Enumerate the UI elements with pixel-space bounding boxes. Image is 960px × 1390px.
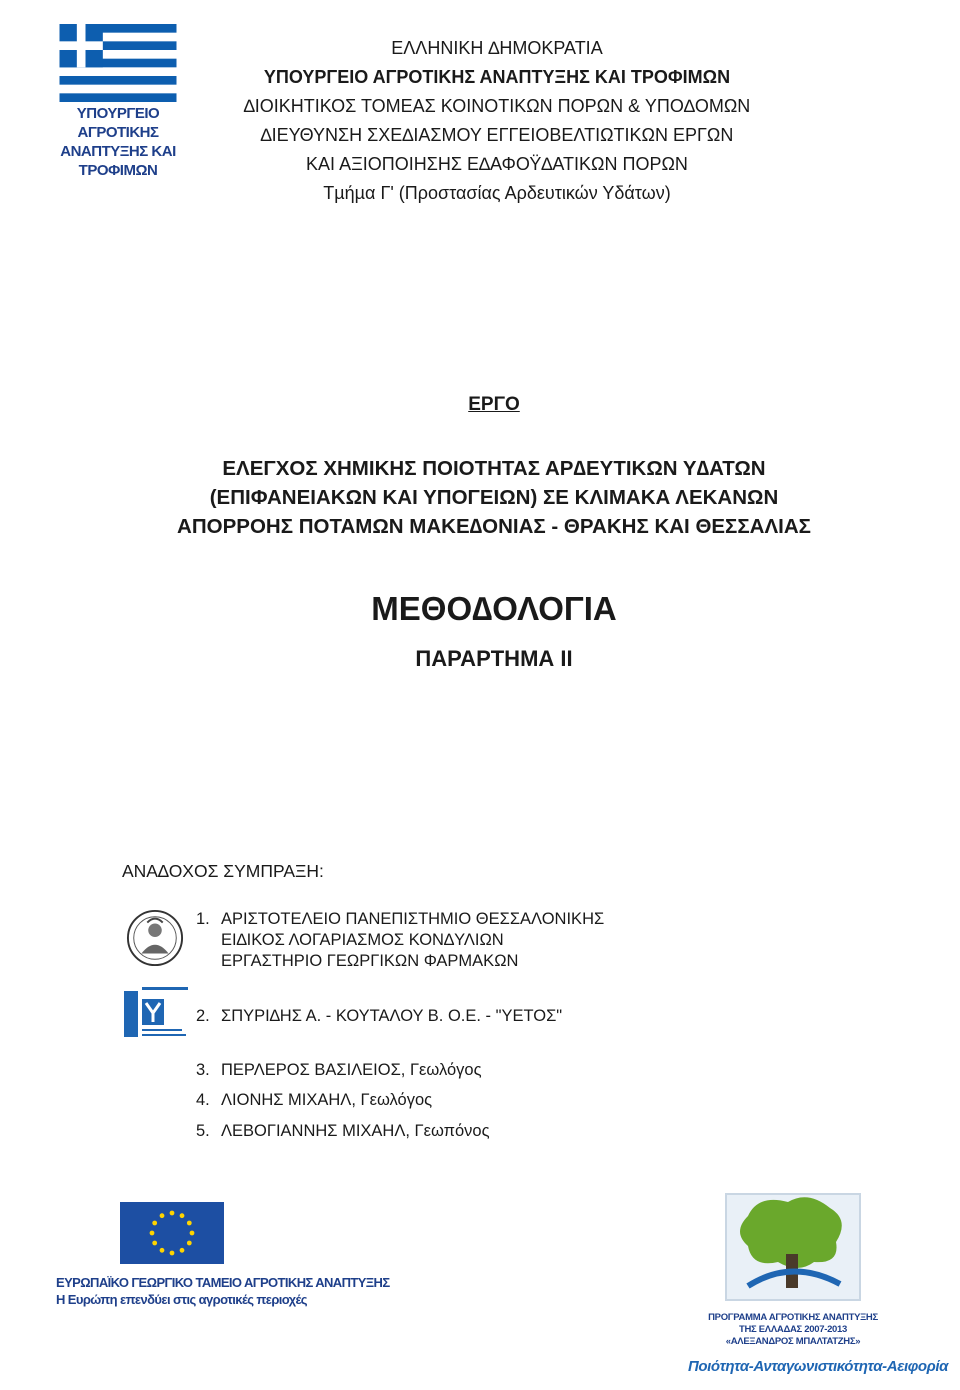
eu-eafrd-logo xyxy=(56,1202,390,1314)
contractor-entry: 3. ΠΕΡΛΕΡΟΣ ΒΑΣΙΛΕΙΟΣ, Γεωλόγος xyxy=(196,1061,482,1079)
project-label: ΕΡΓΟ xyxy=(468,394,520,415)
header-line: Τµήµα Γ' (Προστασίας Αρδευτικών Υδάτων) xyxy=(323,183,671,203)
contractor-entry: 4. ΛΙΟΝΗΣ ΜΙΧΑΗΛ, Γεωλόγος xyxy=(196,1091,433,1109)
project-title xyxy=(0,454,960,541)
ministry-logo-text: ΥΠΟΥΡΓΕΙΟ ΑΓΡΟΤΙΚΗΣ ΑΝΑΠΤΥΞΗΣ ΚΑΙ ΤΡΟΦΙΜΩΝ xyxy=(60,105,176,179)
header-block xyxy=(200,34,794,208)
header-line: ∆ΙΕΥΘΥΝΣΗ ΣΧΕ∆ΙΑΣΜΟΥ ΕΓΓΕΙΟΒΕΛΤΙΩΤΙΚΩΝ ΕΡΓΩΝ xyxy=(260,125,734,145)
project-title-line: (ΕΠΙΦΑΝΕΙΑΚΩΝ ΚΑΙ ΥΠΟΓΕΙΩΝ) ΣΕ ΚΛΙΜΑΚΑ ΛΕΚΑΝΩΝ xyxy=(209,486,779,509)
project-title-line: ΕΛΕΓΧΟΣ ΧΗΜΙΚΗΣ ΠΟΙΟΤΗΤΑΣ ΑΡ∆ΕΥΤΙΚΩΝ Υ∆ΑΤΩΝ xyxy=(222,457,766,480)
ministry-logo xyxy=(48,24,188,179)
yetos-logo-icon xyxy=(122,985,190,1041)
header-line: ΥΠΟΥΡΓΕΙΟ ΑΓΡΟΤΙΚΗΣ ΑΝΑΠΤΥΞΗΣ ΚΑΙ ΤΡΟΦΙΜΩΝ xyxy=(263,67,731,87)
eu-logo-text: ΕΥΡΩΠΑΪΚΟ ΓΕΩΡΓΙΚΟ ΤΑΜΕΙΟ ΑΓΡΟΤΙΚΗΣ ΑΝΑΠΤΥΞΗΣ Η Ευρώπη επενδύει στις αγροτικές περιοχές xyxy=(56,1275,390,1307)
header-line: ∆ΙΟΙΚΗΤΙΚΟΣ ΤΟΜΕΑΣ ΚΟΙΝΟΤΙΚΩΝ ΠΟΡΩΝ & ΥΠΟ∆ΟΜΩΝ xyxy=(243,96,751,116)
header-line: ΕΛΛΗΝΙΚΗ ∆ΗΜΟΚΡΑΤΙΑ xyxy=(391,38,603,58)
rdp-slogan: Ποιότητα-Ανταγωνιστικότητα-Αειφορία xyxy=(688,1358,949,1375)
greek-flag-icon xyxy=(56,24,180,102)
tree-puzzle-icon xyxy=(718,1186,868,1308)
eu-flag-icon xyxy=(120,1202,224,1264)
annex-title: ΠΑΡΑΡΤΗΜΑ ΙΙ xyxy=(415,646,573,671)
methodology-title: ΜΕΘΟ∆ΟΛΟΓΙΑ xyxy=(371,590,617,627)
project-title-line: ΑΠΟΡΡΟΗΣ ΠΟΤΑΜΩΝ ΜΑΚΕ∆ΟΝΙΑΣ - ΘΡΑΚΗΣ ΚΑΙ ΘΕΣΣΑΛΙΑΣ xyxy=(177,515,811,538)
contractor-entry: 5. ΛΕΒΟΓΙΑΝΝΗΣ ΜΙΧΑΗΛ, Γεωπόνος xyxy=(196,1122,490,1140)
header-line: ΚΑΙ ΑΞΙΟΠΟΙΗΣΗΣ Ε∆ΑΦΟΫ∆ΑΤΙΚΩΝ ΠΟΡΩΝ xyxy=(306,154,688,174)
contractor-entry: 1. ΑΡΙΣΤΟΤΕΛΕΙΟ ΠΑΝΕΠΙΣΤΗΜΙΟ ΘΕΣΣΑΛΟΝΙΚΗΣ ΕΙ∆ΙΚΟΣ ΛΟΓΑΡΙΑΣΜΟΣ ΚΟΝ∆ΥΛΙΩΝ ΕΡΓΑΣΤΗΡΙΟ ΓΕΩΡΓΙΚΩΝ ΦΑΡΜΑΚΩΝ xyxy=(196,910,605,970)
university-seal-icon xyxy=(126,909,184,967)
rural-development-programme-logo xyxy=(688,1186,949,1382)
contractor-entry: 2. ΣΠΥΡΙ∆ΗΣ Α. - ΚΟΥΤΑΛΟΥ Β. Ο.Ε. - "ΥΕΤΟΣ" xyxy=(196,1007,563,1025)
rdp-logo-text: ΠΡΟΓΡΑΜΜΑ ΑΓΡΟΤΙΚΗΣ ΑΝΑΠΤΥΞΗΣ ΤΗΣ ΕΛΛΑΔΑΣ 2007-2013 «ΑΛΕΞΑΝΔΡΟΣ ΜΠΑΛΤΑΤΖΗΣ» xyxy=(708,1312,878,1347)
contractor-label: ΑΝΑ∆ΟΧΟΣ ΣΥΜΠΡΑΞΗ: xyxy=(122,861,324,881)
